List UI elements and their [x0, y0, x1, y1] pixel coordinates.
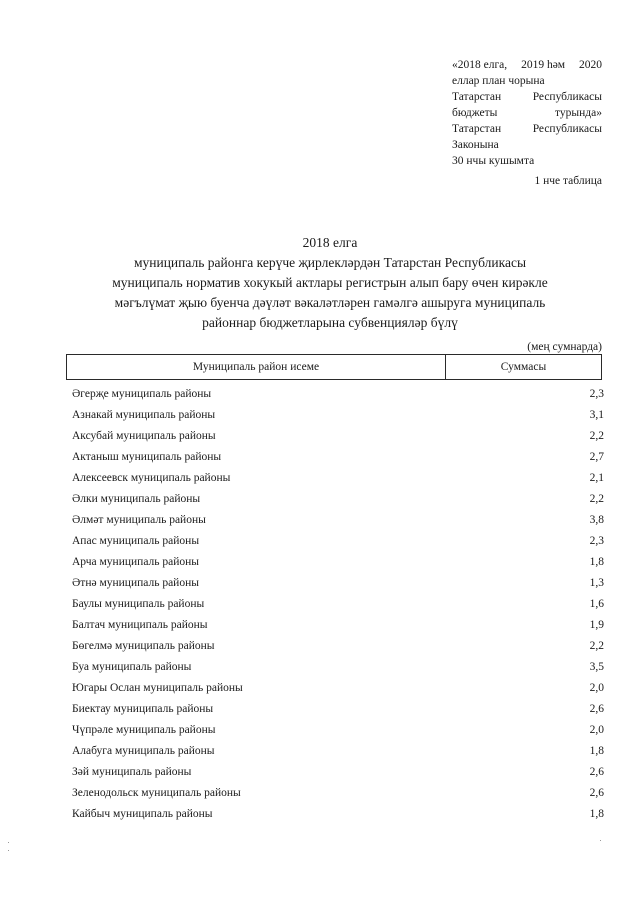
approval-word: Татарстан	[452, 123, 502, 135]
district-amount: 2,0	[589, 723, 604, 736]
heading-year: 2018 елга	[302, 235, 358, 250]
approval-word: «2018 елга,	[452, 59, 508, 71]
table-row	[72, 551, 604, 572]
table-body	[72, 383, 604, 824]
table-row	[72, 383, 604, 404]
table-row	[72, 509, 604, 530]
approval-word: Республикасы	[532, 91, 602, 103]
district-name: Биектау муниципаль районы	[72, 702, 214, 715]
district-amount: 1,8	[589, 744, 604, 757]
unit-note: (мең сумнарда)	[527, 341, 602, 353]
table-row	[72, 719, 604, 740]
district-name: Бөгелмә муниципаль районы	[72, 639, 215, 652]
district-name: Актаныш муниципаль районы	[72, 450, 222, 463]
district-amount: 2,2	[589, 492, 604, 505]
approval-text: 30 нчы кушымта	[452, 155, 535, 167]
table-row	[72, 530, 604, 551]
district-name: Зеленодольск муниципаль районы	[72, 786, 241, 799]
scan-speck	[8, 842, 9, 843]
district-name: Әтнә муниципаль районы	[72, 576, 199, 589]
approval-line	[452, 73, 602, 89]
district-name: Баулы муниципаль районы	[72, 597, 205, 610]
heading-line: муниципаль норматив хокукый актлары регистрын алып бару өчен кирәкле	[112, 275, 548, 290]
column-header-amount: Суммасы	[500, 361, 547, 373]
district-name: Азнакай муниципаль районы	[72, 408, 216, 421]
approval-word: Республикасы	[532, 123, 602, 135]
approval-word: Татарстан	[452, 91, 502, 103]
table-row	[72, 803, 604, 824]
table-row	[72, 740, 604, 761]
approval-line	[452, 137, 602, 153]
approval-line	[452, 89, 602, 105]
table-row	[72, 467, 604, 488]
district-name: Әгерҗе муниципаль районы	[72, 387, 212, 400]
district-name: Алабуга муниципаль районы	[72, 744, 215, 757]
district-amount: 2,3	[589, 387, 604, 400]
table-row	[72, 614, 604, 635]
district-name: Арча муниципаль районы	[72, 555, 200, 568]
district-name: Зәй муниципаль районы	[72, 765, 192, 778]
district-amount: 2,0	[589, 681, 604, 694]
approval-word: 2020	[579, 59, 602, 71]
district-amount: 1,8	[589, 555, 604, 568]
district-amount: 3,8	[589, 513, 604, 526]
district-name: Апас муниципаль районы	[72, 534, 200, 547]
table-row	[72, 404, 604, 425]
scan-speck	[600, 840, 601, 841]
district-amount: 2,6	[589, 786, 604, 799]
table-header	[66, 354, 602, 380]
table-row	[72, 488, 604, 509]
table-row	[72, 572, 604, 593]
district-amount: 2,6	[589, 702, 604, 715]
approval-text: Законына	[452, 139, 499, 151]
table-row	[72, 446, 604, 467]
district-amount: 2,3	[589, 534, 604, 547]
approval-text: еллар план чорына	[452, 75, 545, 87]
approval-word: турында»	[555, 107, 602, 119]
heading-line: муниципаль районга керүче җирлекләрдән Татарстан Республикасы	[133, 255, 527, 270]
district-name: Буа муниципаль районы	[72, 660, 192, 673]
district-amount: 1,8	[589, 807, 604, 820]
district-amount: 1,9	[589, 618, 604, 631]
approval-line	[452, 105, 602, 121]
district-amount: 2,2	[589, 639, 604, 652]
district-amount: 2,6	[589, 765, 604, 778]
district-name: Әлки муниципаль районы	[72, 492, 201, 505]
approval-word: бюджеты	[452, 107, 498, 119]
table-row	[72, 635, 604, 656]
approval-word: 2019 һәм	[521, 59, 566, 71]
heading-line: районнар бюджетларына субвенцияләр бүлү	[202, 315, 458, 330]
district-name: Кайбыч муниципаль районы	[72, 807, 213, 820]
heading-line: мәгълүмат җыю буенча дәүләт вәкаләтләрен гамәлгә ашыруга муниципаль	[114, 295, 546, 310]
table-row	[72, 425, 604, 446]
approval-note	[452, 57, 602, 169]
district-amount: 3,1	[589, 408, 604, 421]
table-row	[72, 782, 604, 803]
district-amount: 3,5	[589, 660, 604, 673]
document-heading	[60, 233, 600, 333]
district-name: Чүпрәле муниципаль районы	[72, 723, 216, 736]
approval-line	[452, 153, 602, 169]
district-amount: 2,1	[589, 471, 604, 484]
table-row	[72, 761, 604, 782]
column-header-district: Муниципаль район исеме	[67, 355, 446, 379]
approval-line	[452, 57, 602, 73]
district-name: Югары Ослан муниципаль районы	[72, 681, 243, 694]
approval-line	[452, 121, 602, 137]
district-name: Әлмәт муниципаль районы	[72, 513, 206, 526]
district-amount: 1,6	[589, 597, 604, 610]
district-amount: 2,2	[589, 429, 604, 442]
district-amount: 1,3	[589, 576, 604, 589]
district-name: Алексеевск муниципаль районы	[72, 471, 231, 484]
district-name: Аксубай муниципаль районы	[72, 429, 216, 442]
district-name: Балтач муниципаль районы	[72, 618, 208, 631]
scan-speck	[8, 850, 9, 851]
table-row	[72, 698, 604, 719]
district-amount: 2,7	[589, 450, 604, 463]
table-row	[72, 656, 604, 677]
table-row	[72, 677, 604, 698]
table-number: 1 нче таблица	[534, 175, 602, 187]
table-row	[72, 593, 604, 614]
